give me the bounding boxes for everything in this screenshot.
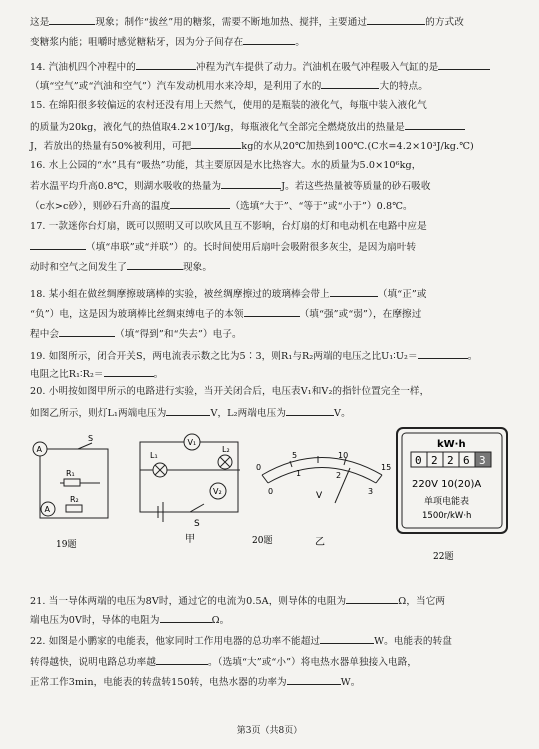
question-text: 动时和空气之间发生了 — [30, 262, 127, 273]
question-text: 。（选填“大”或“小”）将电热水器单独接入电路， — [208, 657, 418, 668]
question-text: 18. 某小组在做丝绸摩擦玻璃棒的实验，被丝绸摩擦过的玻璃棒会带上 — [30, 289, 330, 300]
question-text: （填“强”或“弱”），在摩擦过 — [299, 309, 422, 320]
question-text: 转得越快，说明电路总功率越 — [30, 657, 157, 668]
voltmeter-tick-bottom-1: 1 — [296, 469, 302, 478]
fig20a-label-l1: L₁ — [150, 451, 158, 460]
voltmeter-tick-bottom-3: 3 — [368, 487, 374, 496]
fig22-caption: 22题 — [433, 552, 454, 562]
meter-name: 单项电能表 — [424, 497, 470, 507]
fig20a-label-v1: V₁ — [187, 438, 197, 447]
question-text: （c水>c砂），则砂石升高的温度 — [30, 201, 171, 212]
meter-digit-1: 0 — [415, 454, 422, 467]
question-text: J，若放出的热量有50%被利用，可把 — [30, 141, 192, 152]
question-text: 正常工作3min，电能表的转盘转150转，电热水器的功率为 — [30, 677, 287, 688]
question-text: 的方式改 — [425, 17, 464, 28]
question-text: 21. 当一导体两端的电压为8V时，通过它的电流为0.5A，则导体的电阻为 — [30, 596, 347, 607]
question-text: 大的特点。 — [379, 81, 428, 92]
question-text: 14. 汽油机四个冲程中的 — [30, 62, 136, 73]
fig19-label-a1: A — [36, 445, 42, 454]
voltmeter-tick-bottom-2: 2 — [336, 471, 342, 480]
question-text: J。若这些热量被等质量的砂石吸收 — [281, 181, 431, 192]
question-text: 。 — [467, 351, 478, 362]
voltmeter-tick-top-0: 0 — [256, 463, 262, 472]
question-text: 20. 小明按如图甲所示的电路进行实验，当开关闭合后，电压表V₁和V₂的指针位置完全一样， — [30, 386, 430, 397]
question-text: 冲程为汽车提供了动力。汽油机在吸气冲程吸入气缸的是 — [195, 62, 439, 73]
voltmeter-tick-top-15: 15 — [381, 463, 392, 472]
question-text: Ω，当它两 — [398, 596, 446, 607]
question-text: （选填“大于”、“等于”或“小于”）0.8℃。 — [230, 201, 413, 212]
question-text: 若水温平均升高0.8℃，则湖水吸收的热量为 — [30, 181, 222, 192]
meter-digit-5: 3 — [479, 454, 486, 467]
question-text: 16. 水上公园的“水”具有“吸热”功能，其主要原因是水比热容大。水的质量为5.0×10⁶kg， — [30, 160, 422, 171]
question-text: 这是 — [30, 17, 50, 28]
question-text: 程中会 — [30, 329, 60, 340]
question-text: 。 — [295, 37, 305, 48]
meter-digit-2: 2 — [431, 454, 438, 467]
meter-rating: 220V 10(20)A — [412, 479, 482, 490]
question-text: 变糖浆内能；咀嚼时感觉糖粘牙，因为分子间存在 — [30, 37, 244, 48]
fig19-label-s: S — [88, 434, 94, 443]
page-footer: 第3页（共8页） — [236, 726, 303, 736]
fig19-label-r2: R₂ — [70, 495, 79, 504]
fig20a-label-s: S — [194, 519, 200, 529]
meter-constant: 1500r/kW·h — [422, 511, 472, 521]
fig19-label-r1: R₁ — [66, 469, 75, 478]
question-text: 15. 在绵阳很多较偏远的农村还没有用上天然气，使用的是瓶装的液化气，每瓶中装入液化气 — [30, 100, 427, 111]
question-text: （填“空气”或“汽油和空气”）汽车发动机用水来冷却，是利用了水的 — [30, 81, 322, 92]
fig20-caption: 20题 — [252, 536, 273, 546]
question-text: 如图乙所示，则灯L₁两端电压为 — [30, 408, 167, 419]
question-text: 22. 如图是小鹏家的电能表，他家同时工作用电器的总功率不能超过 — [30, 636, 321, 647]
meter-digit-3: 2 — [447, 454, 454, 467]
meter-digit-4: 6 — [463, 454, 470, 467]
question-text: W。电能表的转盘 — [374, 636, 452, 647]
question-text: “负”）电，这是因为玻璃棒比丝绸束缚电子的本领 — [30, 309, 244, 320]
question-text: 端电压为0V时，导体的电阻为 — [30, 615, 160, 626]
question-text: 17. 一款迷你台灯扇，既可以照明又可以吹风且互不影响，台灯扇的灯和电动机在电路中应是 — [30, 221, 427, 232]
question-text: 的质量为20kg，液化气的热值取4.2×10⁷J/kg，每瓶液化气全部完全燃烧放出的热量是 — [30, 122, 405, 133]
voltmeter-tick-top-5: 5 — [292, 451, 298, 460]
question-text: （填“串联”或“并联”）的。长时间使用后扇叶会吸附很多灰尘，是因为扇叶转 — [86, 242, 417, 253]
question-text: V，L₂两端电压为 — [210, 408, 287, 419]
fig20b-caption: 乙 — [315, 537, 325, 548]
question-text: （填“得到”和“失去”）电子。 — [115, 329, 242, 340]
question-text: 现象。 — [182, 262, 213, 273]
voltmeter-tick-top-10: 10 — [338, 451, 349, 460]
question-text: kg的水从20℃加热到100℃.(C水=4.2×10³J/kg.℃) — [241, 141, 474, 152]
fig20a-label-v2: V₂ — [213, 487, 222, 496]
fig19-caption: 19题 — [56, 540, 77, 550]
question-text: Ω。 — [211, 615, 230, 626]
fig19-label-a2: A — [44, 505, 50, 514]
fig20a-caption: 甲 — [185, 534, 195, 545]
question-text: 。 — [153, 369, 164, 380]
voltmeter-unit: V — [316, 491, 323, 501]
question-text: 电阻之比R₁∶R₂＝ — [30, 369, 104, 380]
fig20a-label-l2: L₂ — [222, 445, 230, 454]
question-text: V。 — [334, 408, 351, 419]
question-text: W。 — [340, 677, 361, 688]
question-text: 19. 如图所示，闭合开关S，两电流表示数之比为5∶3，则R₁与R₂两端的电压之比U₁∶U₂＝ — [30, 351, 418, 362]
voltmeter-tick-bottom-0: 0 — [268, 487, 274, 496]
question-text: 现象；制作“拔丝”用的糖浆，需要不断地加热、搅拌，主要通过 — [95, 17, 368, 28]
meter-title: kW·h — [437, 439, 466, 450]
question-text: （填“正”或 — [377, 289, 427, 300]
